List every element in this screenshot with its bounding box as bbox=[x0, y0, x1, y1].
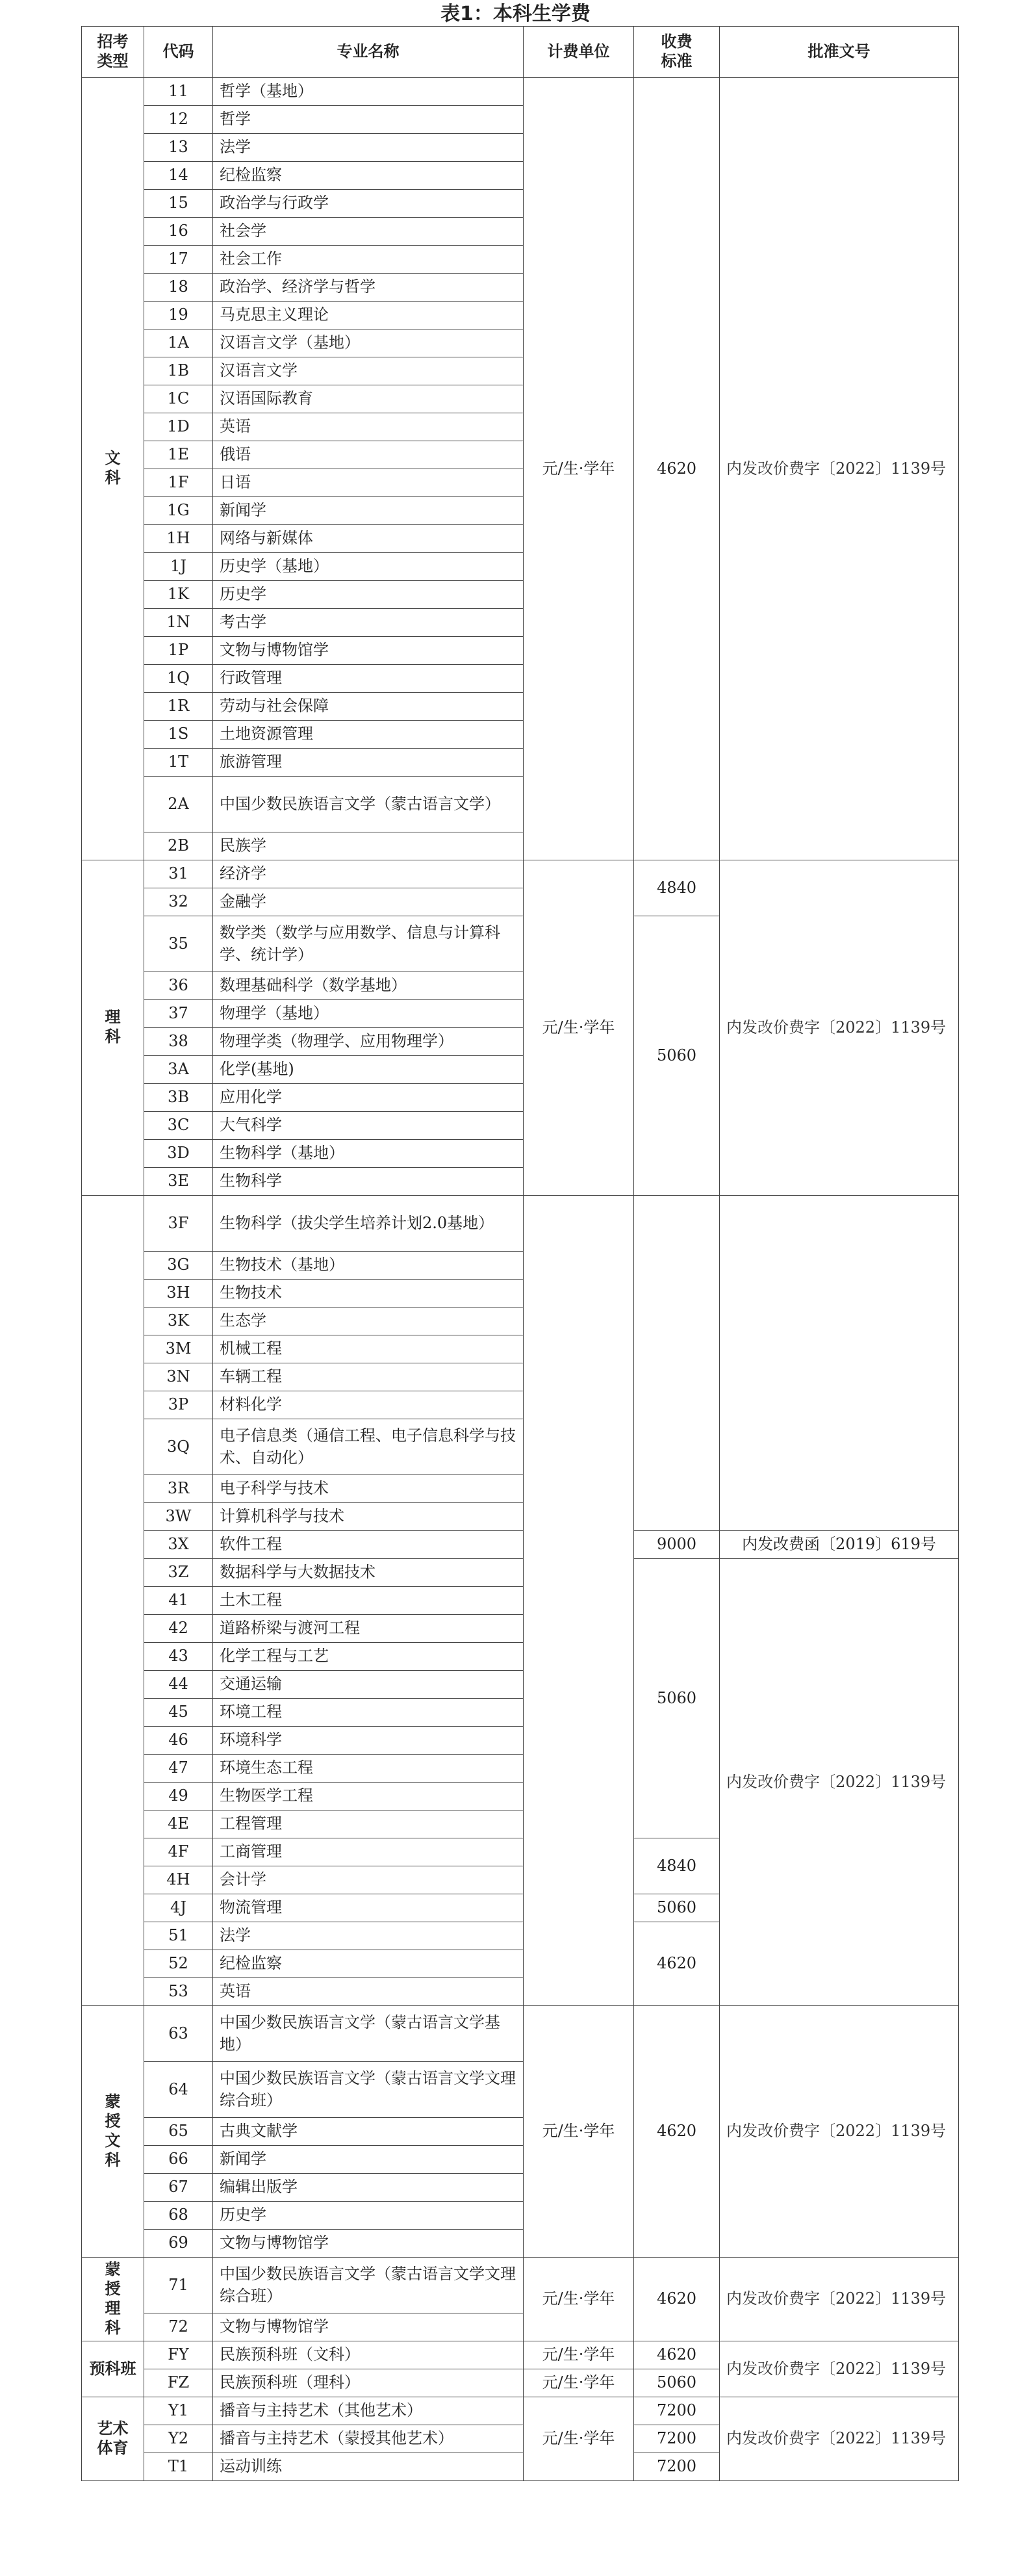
fee-value: 5060 bbox=[634, 2369, 720, 2397]
major-name: 电子科学与技术 bbox=[213, 1475, 524, 1503]
approval-number: 内发改价费字〔2022〕1139号 bbox=[720, 2258, 959, 2341]
major-code: 11 bbox=[144, 78, 213, 106]
fee-table bbox=[81, 26, 959, 2481]
major-code: FY bbox=[144, 2341, 213, 2369]
major-code: 2A bbox=[144, 777, 213, 832]
major-code: 3D bbox=[144, 1140, 213, 1168]
major-code: 1H bbox=[144, 525, 213, 553]
header-major: 专业名称 bbox=[213, 27, 524, 78]
major-code: 3N bbox=[144, 1363, 213, 1391]
approval-blank bbox=[720, 1196, 959, 1531]
major-name: 社会工作 bbox=[213, 246, 524, 274]
major-code: 3H bbox=[144, 1280, 213, 1307]
major-code: 4E bbox=[144, 1810, 213, 1838]
category-label: 理科 bbox=[82, 860, 144, 1196]
major-name: 行政管理 bbox=[213, 665, 524, 693]
fee-value: 4840 bbox=[634, 1838, 720, 1894]
major-code: 13 bbox=[144, 134, 213, 162]
fee-value: 7200 bbox=[634, 2425, 720, 2453]
major-code: 1P bbox=[144, 637, 213, 665]
major-name: 编辑出版学 bbox=[213, 2174, 524, 2202]
major-code: 3G bbox=[144, 1252, 213, 1280]
major-name: 法学 bbox=[213, 1922, 524, 1950]
major-name: 材料化学 bbox=[213, 1391, 524, 1419]
major-code: 52 bbox=[144, 1950, 213, 1978]
major-name: 文物与博物馆学 bbox=[213, 637, 524, 665]
major-name: 哲学 bbox=[213, 106, 524, 134]
major-name: 汉语言文学（基地） bbox=[213, 329, 524, 357]
billing-unit: 元/生·学年 bbox=[524, 2341, 634, 2369]
major-code: 71 bbox=[144, 2258, 213, 2313]
header-unit: 计费单位 bbox=[524, 27, 634, 78]
major-code: 1B bbox=[144, 357, 213, 385]
major-name: 文物与博物馆学 bbox=[213, 2313, 524, 2341]
major-name: 中国少数民族语言文学（蒙古语言文学文理综合班） bbox=[213, 2258, 524, 2313]
major-code: 4J bbox=[144, 1894, 213, 1922]
major-name: 车辆工程 bbox=[213, 1363, 524, 1391]
fee-value: 5060 bbox=[634, 1894, 720, 1922]
major-name: 政治学与行政学 bbox=[213, 190, 524, 218]
major-code: 42 bbox=[144, 1615, 213, 1643]
major-code: 3Q bbox=[144, 1419, 213, 1475]
category-label: 蒙授理科 bbox=[82, 2258, 144, 2341]
major-name: 交通运输 bbox=[213, 1671, 524, 1699]
header-fee: 收费标准 bbox=[634, 27, 720, 78]
major-name: 数理基础科学（数学基地） bbox=[213, 972, 524, 1000]
major-code: 1S bbox=[144, 721, 213, 749]
major-name: 社会学 bbox=[213, 218, 524, 246]
major-name: 哲学（基地） bbox=[213, 78, 524, 106]
approval-number: 内发改价费字〔2022〕1139号 bbox=[720, 860, 959, 1196]
major-code: 3P bbox=[144, 1391, 213, 1419]
major-code: 3Z bbox=[144, 1559, 213, 1587]
major-code: 3K bbox=[144, 1307, 213, 1335]
major-code: 1A bbox=[144, 329, 213, 357]
major-code: 37 bbox=[144, 1000, 213, 1028]
major-name: 历史学 bbox=[213, 2202, 524, 2230]
approval-number: 内发改价费字〔2022〕1139号 bbox=[720, 2341, 959, 2397]
major-name: 电子信息类（通信工程、电子信息科学与技术、自动化） bbox=[213, 1419, 524, 1475]
major-name: 民族学 bbox=[213, 832, 524, 860]
table-row bbox=[82, 860, 959, 888]
major-name: 物流管理 bbox=[213, 1894, 524, 1922]
approval-number: 内发改价费字〔2022〕1139号 bbox=[720, 1559, 959, 2006]
major-name: 网络与新媒体 bbox=[213, 525, 524, 553]
major-name: 汉语言文学 bbox=[213, 357, 524, 385]
major-code: 49 bbox=[144, 1783, 213, 1810]
major-code: Y2 bbox=[144, 2425, 213, 2453]
major-name: 生物技术 bbox=[213, 1280, 524, 1307]
major-name: 土木工程 bbox=[213, 1587, 524, 1615]
major-name: 历史学 bbox=[213, 581, 524, 609]
table-row bbox=[82, 78, 959, 106]
category-label: 预科班 bbox=[82, 2341, 144, 2397]
major-code: FZ bbox=[144, 2369, 213, 2397]
major-name: 道路桥梁与渡河工程 bbox=[213, 1615, 524, 1643]
major-code: 43 bbox=[144, 1643, 213, 1671]
major-code: 18 bbox=[144, 274, 213, 302]
major-name: 播音与主持艺术（其他艺术） bbox=[213, 2397, 524, 2425]
major-name: 大气科学 bbox=[213, 1112, 524, 1140]
major-name: 古典文献学 bbox=[213, 2118, 524, 2146]
major-code: 15 bbox=[144, 190, 213, 218]
major-name: 土地资源管理 bbox=[213, 721, 524, 749]
major-code: 47 bbox=[144, 1755, 213, 1783]
table-row bbox=[82, 2006, 959, 2062]
major-name: 金融学 bbox=[213, 888, 524, 916]
major-code: 1E bbox=[144, 441, 213, 469]
major-code: 69 bbox=[144, 2230, 213, 2258]
major-code: 67 bbox=[144, 2174, 213, 2202]
table-row bbox=[82, 2258, 959, 2313]
fee-value: 7200 bbox=[634, 2397, 720, 2425]
major-name: 新闻学 bbox=[213, 497, 524, 525]
major-code: 1T bbox=[144, 749, 213, 777]
major-name: 物理学类（物理学、应用物理学） bbox=[213, 1028, 524, 1056]
major-name: 数据科学与大数据技术 bbox=[213, 1559, 524, 1587]
major-code: Y1 bbox=[144, 2397, 213, 2425]
category-label: 文科 bbox=[82, 78, 144, 860]
billing-unit: 元/生·学年 bbox=[524, 2369, 634, 2397]
major-name: 生物医学工程 bbox=[213, 1783, 524, 1810]
major-code: 1D bbox=[144, 413, 213, 441]
major-name: 劳动与社会保障 bbox=[213, 693, 524, 721]
major-code: 3A bbox=[144, 1056, 213, 1084]
major-code: 1Q bbox=[144, 665, 213, 693]
major-name: 工程管理 bbox=[213, 1810, 524, 1838]
major-name: 政治学、经济学与哲学 bbox=[213, 274, 524, 302]
major-name: 民族预科班（理科） bbox=[213, 2369, 524, 2397]
major-code: 3F bbox=[144, 1196, 213, 1252]
table-row bbox=[82, 1531, 959, 1559]
major-name: 数学类（数学与应用数学、信息与计算科学、统计学） bbox=[213, 916, 524, 972]
major-name: 文物与博物馆学 bbox=[213, 2230, 524, 2258]
billing-unit: 元/生·学年 bbox=[524, 2258, 634, 2341]
major-name: 旅游管理 bbox=[213, 749, 524, 777]
major-name: 历史学（基地） bbox=[213, 553, 524, 581]
major-name: 化学(基地) bbox=[213, 1056, 524, 1084]
major-name: 英语 bbox=[213, 1978, 524, 2006]
major-code: 44 bbox=[144, 1671, 213, 1699]
billing-unit: 元/生·学年 bbox=[524, 2006, 634, 2258]
major-code: 53 bbox=[144, 1978, 213, 2006]
major-code: 32 bbox=[144, 888, 213, 916]
major-code: 2B bbox=[144, 832, 213, 860]
billing-unit: 元/生·学年 bbox=[524, 860, 634, 1196]
major-name: 会计学 bbox=[213, 1866, 524, 1894]
approval-number: 内发改价费字〔2022〕1139号 bbox=[720, 2397, 959, 2481]
major-code: 45 bbox=[144, 1699, 213, 1727]
table-row bbox=[82, 2341, 959, 2369]
billing-unit: 元/生·学年 bbox=[524, 78, 634, 860]
major-code: 35 bbox=[144, 916, 213, 972]
major-name: 纪检监察 bbox=[213, 1950, 524, 1978]
category-label: 艺术体育 bbox=[82, 2397, 144, 2481]
major-name: 环境科学 bbox=[213, 1727, 524, 1755]
major-code: 1K bbox=[144, 581, 213, 609]
major-name: 环境生态工程 bbox=[213, 1755, 524, 1783]
major-code: 1C bbox=[144, 385, 213, 413]
major-name: 运动训练 bbox=[213, 2453, 524, 2481]
major-name: 化学工程与工艺 bbox=[213, 1643, 524, 1671]
major-name: 汉语国际教育 bbox=[213, 385, 524, 413]
major-code: 41 bbox=[144, 1587, 213, 1615]
major-code: 31 bbox=[144, 860, 213, 888]
major-code: 1N bbox=[144, 609, 213, 637]
major-name: 中国少数民族语言文学（蒙古语言文学文理综合班） bbox=[213, 2062, 524, 2118]
major-code: 51 bbox=[144, 1922, 213, 1950]
billing-unit: 元/生·学年 bbox=[524, 2397, 634, 2481]
major-name: 机械工程 bbox=[213, 1335, 524, 1363]
major-code: 1F bbox=[144, 469, 213, 497]
major-code: 68 bbox=[144, 2202, 213, 2230]
major-name: 俄语 bbox=[213, 441, 524, 469]
approval-number: 内发改价费字〔2022〕1139号 bbox=[720, 78, 959, 860]
major-name: 日语 bbox=[213, 469, 524, 497]
major-code: 16 bbox=[144, 218, 213, 246]
major-code: 4F bbox=[144, 1838, 213, 1866]
major-name: 软件工程 bbox=[213, 1531, 524, 1559]
major-code: 14 bbox=[144, 162, 213, 190]
major-code: 3E bbox=[144, 1168, 213, 1196]
major-code: 1G bbox=[144, 497, 213, 525]
major-code: 66 bbox=[144, 2146, 213, 2174]
category-label-blank bbox=[82, 1196, 144, 2006]
major-code: 12 bbox=[144, 106, 213, 134]
major-code: T1 bbox=[144, 2453, 213, 2481]
fee-value: 4620 bbox=[634, 78, 720, 860]
major-code: 3W bbox=[144, 1503, 213, 1531]
major-name: 计算机科学与技术 bbox=[213, 1503, 524, 1531]
major-code: 3B bbox=[144, 1084, 213, 1112]
major-code: 4H bbox=[144, 1866, 213, 1894]
major-name: 环境工程 bbox=[213, 1699, 524, 1727]
major-code: 72 bbox=[144, 2313, 213, 2341]
major-name: 考古学 bbox=[213, 609, 524, 637]
major-name: 生物科学（拔尖学生培养计划2.0基地） bbox=[213, 1196, 524, 1252]
major-code: 3M bbox=[144, 1335, 213, 1363]
fee-value: 4620 bbox=[634, 2341, 720, 2369]
major-name: 生物科学 bbox=[213, 1168, 524, 1196]
major-name: 中国少数民族语言文学（蒙古语言文学） bbox=[213, 777, 524, 832]
major-name: 法学 bbox=[213, 134, 524, 162]
major-name: 播音与主持艺术（蒙授其他艺术） bbox=[213, 2425, 524, 2453]
major-code: 3X bbox=[144, 1531, 213, 1559]
page-title: 表1：本科生学费 bbox=[440, 3, 591, 25]
major-code: 65 bbox=[144, 2118, 213, 2146]
header-type: 招考类型 bbox=[82, 27, 144, 78]
major-name: 应用化学 bbox=[213, 1084, 524, 1112]
billing-unit-blank bbox=[524, 1196, 634, 2006]
major-name: 马克思主义理论 bbox=[213, 302, 524, 329]
fee-value: 4620 bbox=[634, 1922, 720, 2006]
fee-value: 5060 bbox=[634, 916, 720, 1196]
fee-value: 9000 bbox=[634, 1531, 720, 1559]
major-code: 3C bbox=[144, 1112, 213, 1140]
fee-value: 5060 bbox=[634, 1559, 720, 1838]
table-row bbox=[82, 2397, 959, 2425]
major-code: 46 bbox=[144, 1727, 213, 1755]
fee-value: 4620 bbox=[634, 2258, 720, 2341]
major-code: 1R bbox=[144, 693, 213, 721]
major-name: 民族预科班（文科） bbox=[213, 2341, 524, 2369]
major-code: 19 bbox=[144, 302, 213, 329]
header-approval: 批准文号 bbox=[720, 27, 959, 78]
major-name: 物理学（基地） bbox=[213, 1000, 524, 1028]
fee-value: 4840 bbox=[634, 860, 720, 916]
major-name: 纪检监察 bbox=[213, 162, 524, 190]
major-code: 36 bbox=[144, 972, 213, 1000]
header-code: 代码 bbox=[144, 27, 213, 78]
major-name: 工商管理 bbox=[213, 1838, 524, 1866]
major-code: 17 bbox=[144, 246, 213, 274]
fee-value: 4620 bbox=[634, 2006, 720, 2258]
major-name: 生态学 bbox=[213, 1307, 524, 1335]
approval-number: 内发改费函〔2019〕619号 bbox=[720, 1531, 959, 1559]
table-row bbox=[82, 1196, 959, 1252]
major-name: 新闻学 bbox=[213, 2146, 524, 2174]
major-code: 1J bbox=[144, 553, 213, 581]
major-code: 38 bbox=[144, 1028, 213, 1056]
fee-value: 7200 bbox=[634, 2453, 720, 2481]
major-code: 3R bbox=[144, 1475, 213, 1503]
fee-blank bbox=[634, 1196, 720, 1531]
major-name: 生物技术（基地） bbox=[213, 1252, 524, 1280]
approval-number: 内发改价费字〔2022〕1139号 bbox=[720, 2006, 959, 2258]
major-name: 经济学 bbox=[213, 860, 524, 888]
major-name: 英语 bbox=[213, 413, 524, 441]
major-name: 中国少数民族语言文学（蒙古语言文学基地） bbox=[213, 2006, 524, 2062]
major-code: 64 bbox=[144, 2062, 213, 2118]
major-name: 生物科学（基地） bbox=[213, 1140, 524, 1168]
major-code: 63 bbox=[144, 2006, 213, 2062]
category-label: 蒙授文科 bbox=[82, 2006, 144, 2258]
table-row bbox=[82, 1559, 959, 1587]
